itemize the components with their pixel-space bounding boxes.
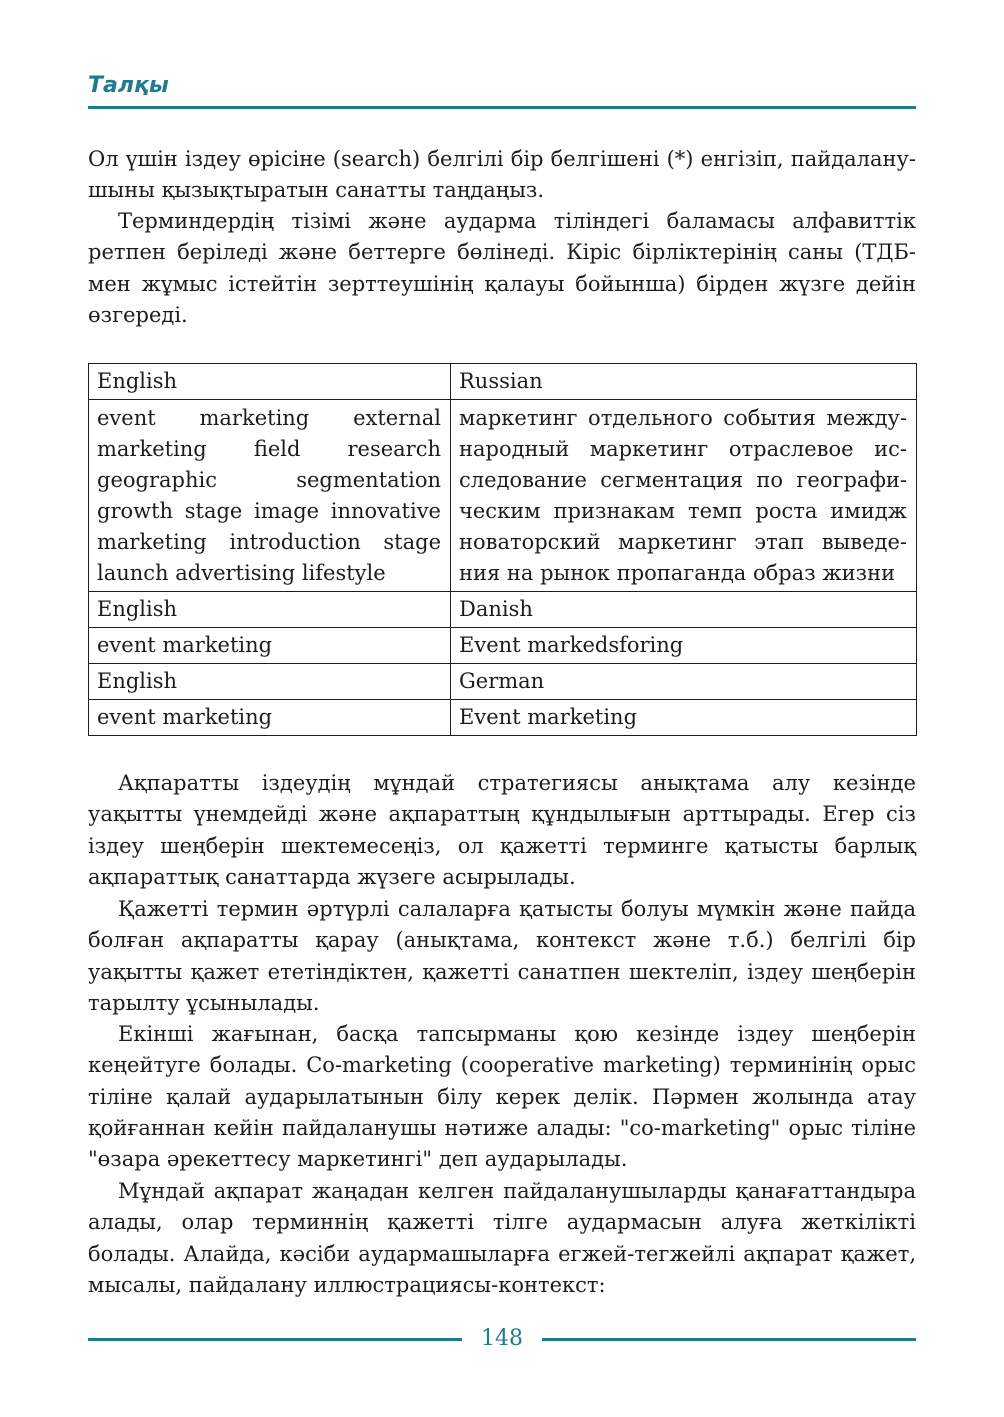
paragraph-6: Мұндай ақпарат жаңадан келген пайдаланушыларды қанағаттандыра алады, олар терминнің қажетті тілге аудармасын алуға жеткілікті болады. Алайда, кәсіби аудармашыларға егжей-тегжейлі ақпарат қажет, мысалы, пайдалану иллюстрациясы-контекст:: [88, 1179, 916, 1297]
table-row: [89, 664, 917, 700]
paragraph-5: Екінші жағынан, басқа тапсырманы қою кезінде іздеу шеңберін кеңейтуге болады. Co-marketing (cooperative marketing) терминінің орыс тіліне қалай аударылатынын білу керек делік. Пәрмен жолында атау қойғаннан кейін пайдаланушы нәтиже алады: "co-marketing" орыс тіліне "өзара әрекеттесу маркетингі" деп аударылады.: [88, 1022, 916, 1172]
page-number: 148: [481, 1326, 523, 1351]
table-cell-english-terms: event marketing external marketing field research geographic segmentation growth stage image innovative marketing introduction stage launch advertising lifestyle: [89, 400, 451, 592]
table-cell-translation: Event markedsforing: [451, 628, 917, 664]
paragraph-4: Қажетті термин әртүрлі салаларға қатысты болуы мүмкін және пайда болған ақпаратты қарау (анықтама, контекст және т.б.) белгілі бір уақытты қажет ететіндіктен, қажетті санатпен шектеліп, іздеу шеңберін тарылту ұсынылады.: [88, 897, 916, 1015]
running-header-title: Талқы: [88, 73, 169, 98]
table-cell-term: event marketing: [89, 628, 451, 664]
header-divider: [88, 106, 916, 109]
table-cell-target-lang: German: [451, 664, 917, 700]
footer-rule-left: [88, 1338, 462, 1341]
footer-rule-right: [542, 1338, 916, 1341]
table-row: [89, 700, 917, 736]
table-cell-target-lang: Danish: [451, 592, 917, 628]
table-cell-translation: Event marketing: [451, 700, 917, 736]
table-cell-term: event marketing: [89, 700, 451, 736]
paragraph-3: Ақпаратты іздеудің мұндай стратегиясы анықтама алу кезінде уақытты үнемдейді және ақпараттың құндылығын арттырады. Егер сіз іздеу шеңберін шектемесеңіз, ол қажетті терминге қатысты барлық ақпараттық санаттарда жүзеге асырылады.: [88, 771, 916, 889]
table-cell-target-lang: Russian: [451, 364, 917, 400]
table-cell-source-lang: English: [89, 364, 451, 400]
table-row: [89, 628, 917, 664]
table-cell-russian-terms: маркетинг отдельного события международный маркетинг отраслевое исследование сегментация по географическим признакам темп роста имидж новаторский маркетинг этап выведения на рынок пропаганда образ жизни: [451, 400, 917, 592]
table-row: [89, 364, 917, 400]
table-cell-source-lang: English: [89, 664, 451, 700]
table-cell-source-lang: English: [89, 592, 451, 628]
table-row: [89, 592, 917, 628]
paragraph-2: Терминдердің тізімі және аударма тіліндегі баламасы алфавиттік ретпен беріледі және беттерге бөлінеді. Кіріс бірліктерінің саны (ТДБ-мен жұмыс істейтін зерттеушінің қалауы бойынша) бірден жүзге дейін өзгереді.: [88, 209, 916, 327]
page-footer: [88, 1326, 916, 1356]
table-row: [89, 400, 917, 592]
terminology-table: [88, 363, 917, 736]
paragraph-1: Ол үшін іздеу өрісіне (search) белгілі бір белгішені (*) енгізіп, пайдаланушыны қызықтыратын санатты таңдаңыз.: [88, 147, 916, 203]
